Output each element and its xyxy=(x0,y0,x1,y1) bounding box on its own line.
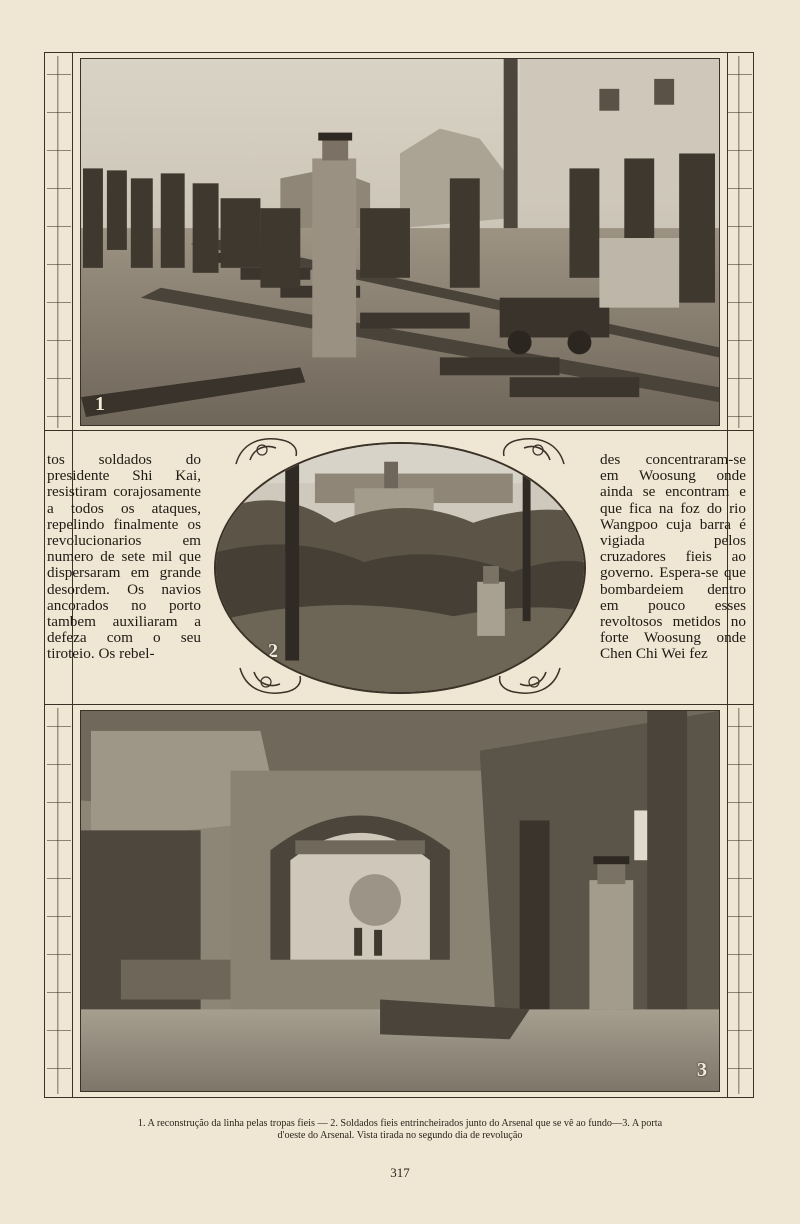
ornament-border-left-top xyxy=(47,56,71,428)
text-right-paragraph: des concentraram-se em Woosung onde ainda se encontram e que fica na foz do rio Wangpoo cuja barra é vigiada pelos cruzadores fieis ao governo. Espera-se que bombardeiem dentro em pouco esses revoltosos metidos no forte Woosung onde Chen Chi Wei fez xyxy=(600,451,746,663)
photo-1-railway-reconstruction xyxy=(80,58,720,426)
ornament-border-right-bottom xyxy=(728,708,752,1094)
page-number: 317 xyxy=(390,1165,410,1180)
photo-2-soldiers-entrenched xyxy=(214,442,586,694)
text-column-left xyxy=(47,452,201,663)
photo-1-image xyxy=(81,59,719,425)
caption-line-1: 1. A reconstrução da linha pelas tropas fieis — 2. Soldados fieis entrincheirados junto do Arsenal que se vê ao fundo—3. A porta xyxy=(137,1118,663,1129)
photo-3-image xyxy=(81,711,719,1091)
figure-caption xyxy=(44,1118,756,1142)
flourish-bottom-left xyxy=(236,664,306,700)
photo-3-number: 3 xyxy=(697,1059,707,1081)
flourish-bottom-right xyxy=(494,664,564,700)
flourish-top-left xyxy=(232,432,302,468)
divider-top xyxy=(44,430,754,431)
ornament-border-left-bottom xyxy=(47,708,71,1094)
text-column-right xyxy=(600,452,746,663)
ornament-border-right-top xyxy=(728,56,752,428)
text-left-paragraph: tos soldados do presidente Shi Kai, resistiram corajosamente a todos os ataques, repelindo finalmente os revolucionarios em numero de sete mil que dispersaram em grande desordem. Os navios ancorados no porto tambem auxiliaram a defeza com o seu tiroteio. Os rebel- xyxy=(47,451,201,663)
photo-1-number: 1 xyxy=(95,393,105,415)
photo-2-container xyxy=(212,438,588,698)
flourish-top-right xyxy=(498,432,568,468)
photo-2-number: 2 xyxy=(268,640,278,662)
photo-3-arsenal-west-gate xyxy=(80,710,720,1092)
divider-bottom xyxy=(44,704,754,705)
caption-line-2: d'oeste do Arsenal. Vista tirada no segundo dia de revolução xyxy=(277,1130,523,1141)
